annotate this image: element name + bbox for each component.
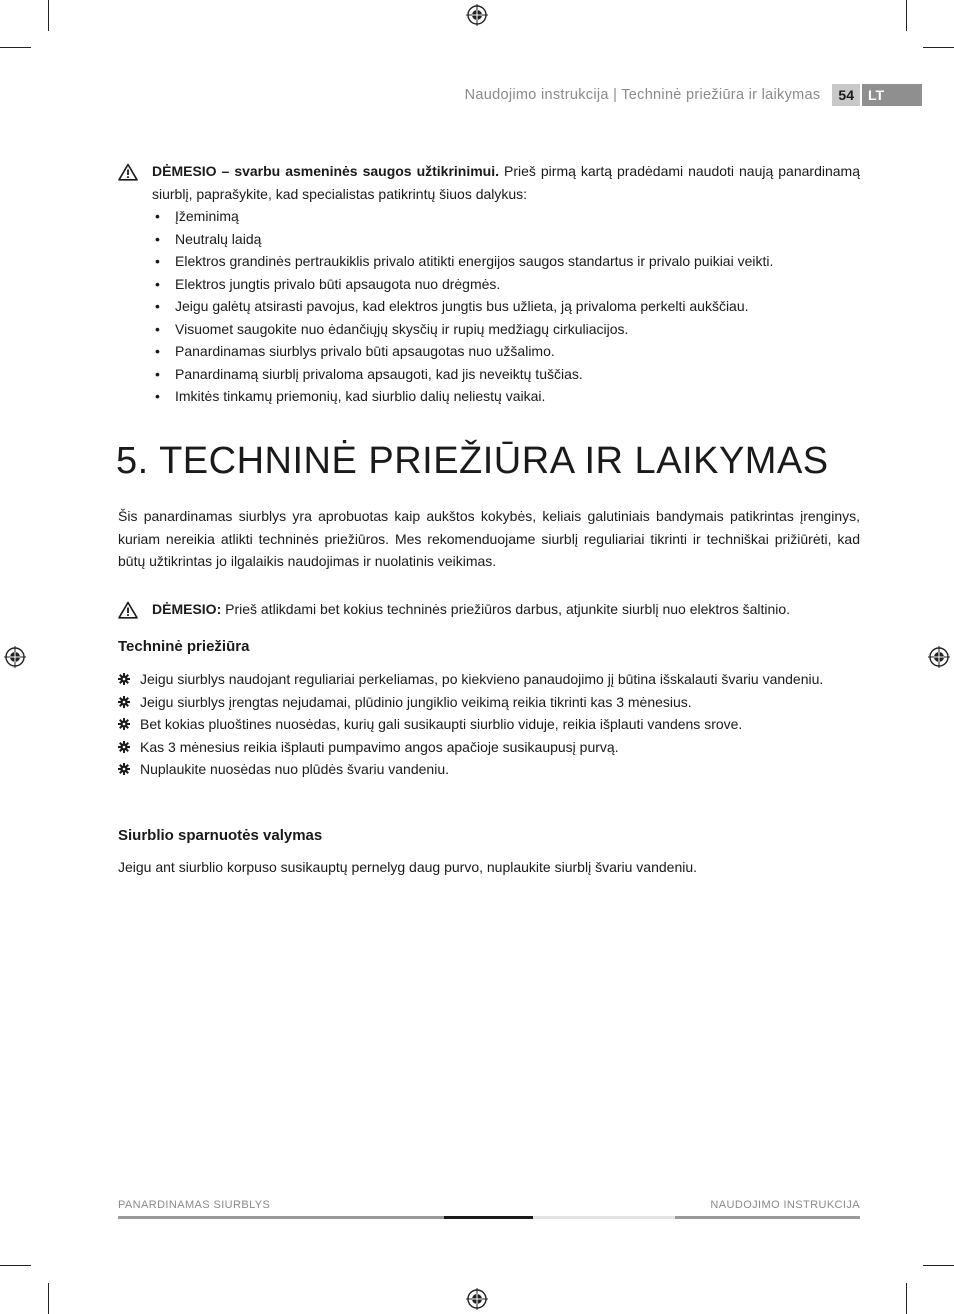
crop-mark (48, 1283, 49, 1314)
list-item (118, 668, 860, 691)
language-tab: LT (860, 84, 922, 106)
crop-mark (48, 0, 49, 31)
list-item-text: Jeigu siurblys įrengtas nejudamai, plūdinio jungiklio veikimą reikia tikrinti kas 3 mėnesius. (140, 693, 692, 710)
crop-mark (906, 1283, 907, 1314)
list-item-text: Bet kokias pluoštines nuosėdas, kurių gali susikaupti siurblio viduje, reikia išplauti vandens srove. (140, 716, 743, 732)
list-item: • Jeigu galėtų atsirasti pavojus, kad elektros jungtis bus užlieta, ją privaloma perkelti aukščiau. (118, 295, 860, 318)
maintenance-list (118, 668, 860, 781)
list-item: • Visuomet saugokite nuo ėdančiųjų skysčių ir rupių medžiagų cirkuliacijos. (118, 318, 860, 341)
page-number: 54 (832, 84, 860, 106)
crop-mark (0, 47, 31, 48)
header-breadcrumb: Naudojimo instrukcija | Techninė priežiūra ir laikymas (464, 87, 821, 103)
list-item-text: Jeigu siurblys naudojant reguliariai perkeliamas, po kiekvieno panaudojimo jį būtina išskalauti švariu vandeniu. (140, 671, 824, 687)
gear-bullet-icon (118, 696, 130, 708)
list-item (118, 736, 860, 759)
list-item-text: Kas 3 mėnesius reikia išplauti pumpavimo angos apačioje susikaupusį purvą. (140, 738, 619, 755)
registration-mark-icon (928, 646, 950, 668)
list-item: • Įžeminimą (118, 205, 860, 228)
gear-bullet-icon (118, 673, 130, 685)
warning-body: Prieš atlikdami bet kokius techninės priežiūros darbus, atjunkite siurblį nuo elektros šaltinio. (221, 601, 791, 617)
warning-text (152, 160, 860, 205)
page-header (465, 84, 922, 106)
footer-bar-segment (533, 1216, 675, 1219)
warning-bold: DĖMESIO: (152, 601, 222, 617)
list-item: • Neutralų laidą (118, 228, 860, 251)
gear-bullet-icon (118, 741, 130, 753)
footer-product-name: PANARDINAMAS SIURBLYS (118, 1199, 271, 1211)
list-item: • Panardinamą siurblį privaloma apsaugoti, kad jis neveiktų tuščias. (118, 363, 860, 386)
list-item: • Elektros jungtis privalo būti apsaugota nuo drėgmės. (118, 273, 860, 296)
maintenance-heading: Techninė priežiūra (118, 638, 250, 655)
impeller-heading: Siurblio sparnuotės valymas (118, 827, 323, 844)
list-item: • Elektros grandinės pertraukiklis privalo atitikti energijos saugos standartus ir privalo puikiai veikti. (118, 250, 860, 273)
warning-body: Prieš pirmą kartą pradėdami naudoti naują panardinamą siurblį, paprašykite, kad specialistas patikrintų šiuos dalykus: (152, 163, 860, 202)
safety-checklist (118, 205, 860, 408)
gear-bullet-icon (118, 763, 130, 775)
safety-warning (118, 160, 860, 408)
registration-mark-icon (466, 1288, 488, 1310)
crop-mark (923, 1265, 954, 1266)
registration-mark-icon (4, 646, 26, 668)
list-item (118, 691, 860, 714)
footer-bar-segment (118, 1216, 444, 1219)
list-item (118, 713, 860, 736)
registration-mark-icon (466, 4, 488, 26)
list-item: • Imkitės tinkamų priemonių, kad siurblio dalių neliestų vaikai. (118, 385, 860, 408)
warning-triangle-icon (118, 601, 138, 619)
disconnect-warning (118, 598, 860, 621)
gear-bullet-icon (118, 718, 130, 730)
list-item-text: Nuplaukite nuosėdas nuo plūdės švariu vandeniu. (140, 761, 449, 777)
list-item (118, 758, 860, 781)
footer-bar-segment (675, 1216, 860, 1219)
warning-triangle-icon (118, 163, 138, 181)
footer-bar-segment (444, 1216, 533, 1219)
footer-document-type: NAUDOJIMO INSTRUKCIJA (710, 1199, 860, 1211)
section-title: 5. TECHNINĖ PRIEŽIŪRA IR LAIKYMAS (116, 440, 829, 482)
crop-mark (906, 0, 907, 31)
warning-text (152, 598, 860, 621)
warning-bold: DĖMESIO – svarbu asmeninės saugos užtikrinimui. (152, 163, 500, 179)
crop-mark (0, 1265, 31, 1266)
list-item: • Panardinamas siurblys privalo būti apsaugotas nuo užšalimo. (118, 340, 860, 363)
intro-paragraph: Šis panardinamas siurblys yra aprobuotas kaip aukštos kokybės, keliais galutiniais bandymais patikrintas įrenginys, kuriam nereikia atlikti techninės priežiūros. Mes rekomenduojame siurblį reguliariai tikrinti ir techniškai prižiūrėti, kad būtų užtikrintas jo ilgalaikis naudojimas ir nuolatinis veikimas. (118, 508, 860, 569)
crop-mark (923, 47, 954, 48)
impeller-paragraph: Jeigu ant siurblio korpuso susikauptų pernelyg daug purvo, nuplaukite siurblį švariu vandeniu. (118, 859, 698, 875)
